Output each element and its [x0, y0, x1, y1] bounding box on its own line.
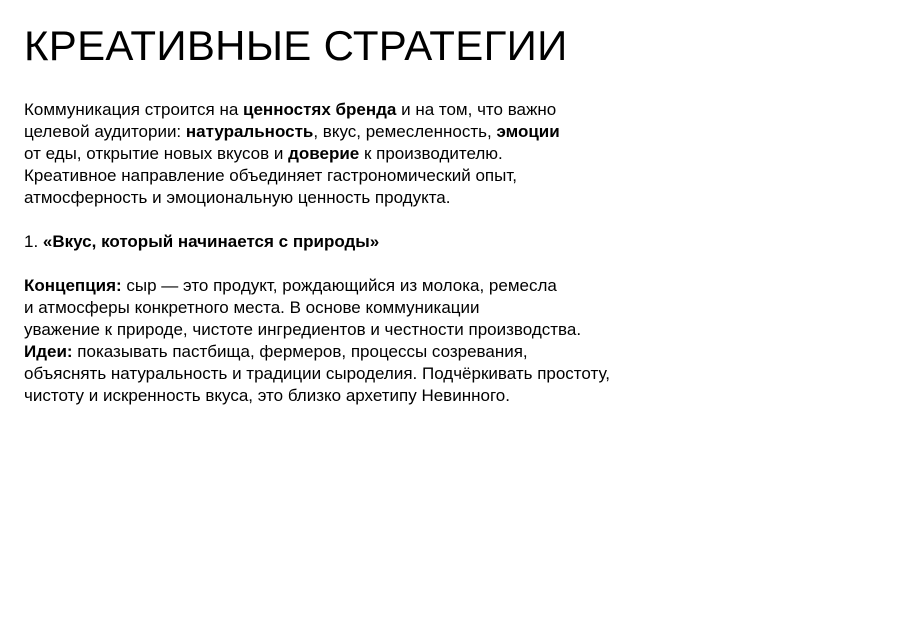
text-run: сыр — это продукт, рождающийся из молока, ремесла: [121, 276, 557, 295]
bold-text-run: Идеи:: [24, 342, 73, 361]
text-line: [24, 121, 884, 143]
body-text: [24, 99, 884, 407]
text-run: Креативное направление объединяет гастрономический опыт,: [24, 166, 517, 185]
bold-text-run: доверие: [288, 144, 360, 163]
section-heading: [24, 231, 884, 253]
text-run: , вкус, ремесленность,: [313, 122, 497, 141]
text-run: 1.: [24, 232, 43, 251]
text-line: [24, 363, 884, 385]
text-line: [24, 319, 884, 341]
text-line: [24, 231, 884, 253]
text-line: [24, 165, 884, 187]
text-run: от еды, открытие новых вкусов и: [24, 144, 289, 163]
concept-paragraph: [24, 275, 884, 407]
paragraph-spacer: [24, 209, 884, 231]
text-run: и на том, что важно: [396, 100, 557, 119]
bold-text-run: натуральность: [185, 122, 314, 141]
intro-paragraph: [24, 99, 884, 209]
text-run: показывать пастбища, фермеров, процессы созревания,: [72, 342, 528, 361]
text-line: [24, 297, 884, 319]
text-line: [24, 275, 884, 297]
text-run: объяснять натуральность и традиции сыроделия. Подчёркивать простоту,: [24, 364, 610, 383]
bold-text-run: Концепция:: [24, 276, 122, 295]
text-line: [24, 143, 884, 165]
text-line: [24, 99, 884, 121]
text-run: Коммуникация строится на: [24, 100, 244, 119]
text-run: и атмосферы конкретного места. В основе коммуникации: [24, 298, 480, 317]
text-run: уважение к природе, чистоте ингредиентов и честности производства.: [24, 320, 582, 339]
bold-text-run: «Вкус, который начинается с природы»: [42, 232, 380, 251]
bold-text-run: ценностях бренда: [243, 100, 397, 119]
text-line: [24, 341, 884, 363]
text-line: [24, 385, 884, 407]
bold-text-run: эмоции: [496, 122, 560, 141]
text-run: целевой аудитории:: [24, 122, 186, 141]
text-run: атмосферность и эмоциональную ценность продукта.: [24, 188, 451, 207]
page-title: КРЕАТИВНЫЕ СТРАТЕГИИ: [24, 22, 568, 69]
paragraph-spacer: [24, 253, 884, 275]
text-run: чистоту и искренность вкуса, это близко архетипу Невинного.: [24, 386, 510, 405]
text-run: к производителю.: [359, 144, 503, 163]
text-line: [24, 187, 884, 209]
